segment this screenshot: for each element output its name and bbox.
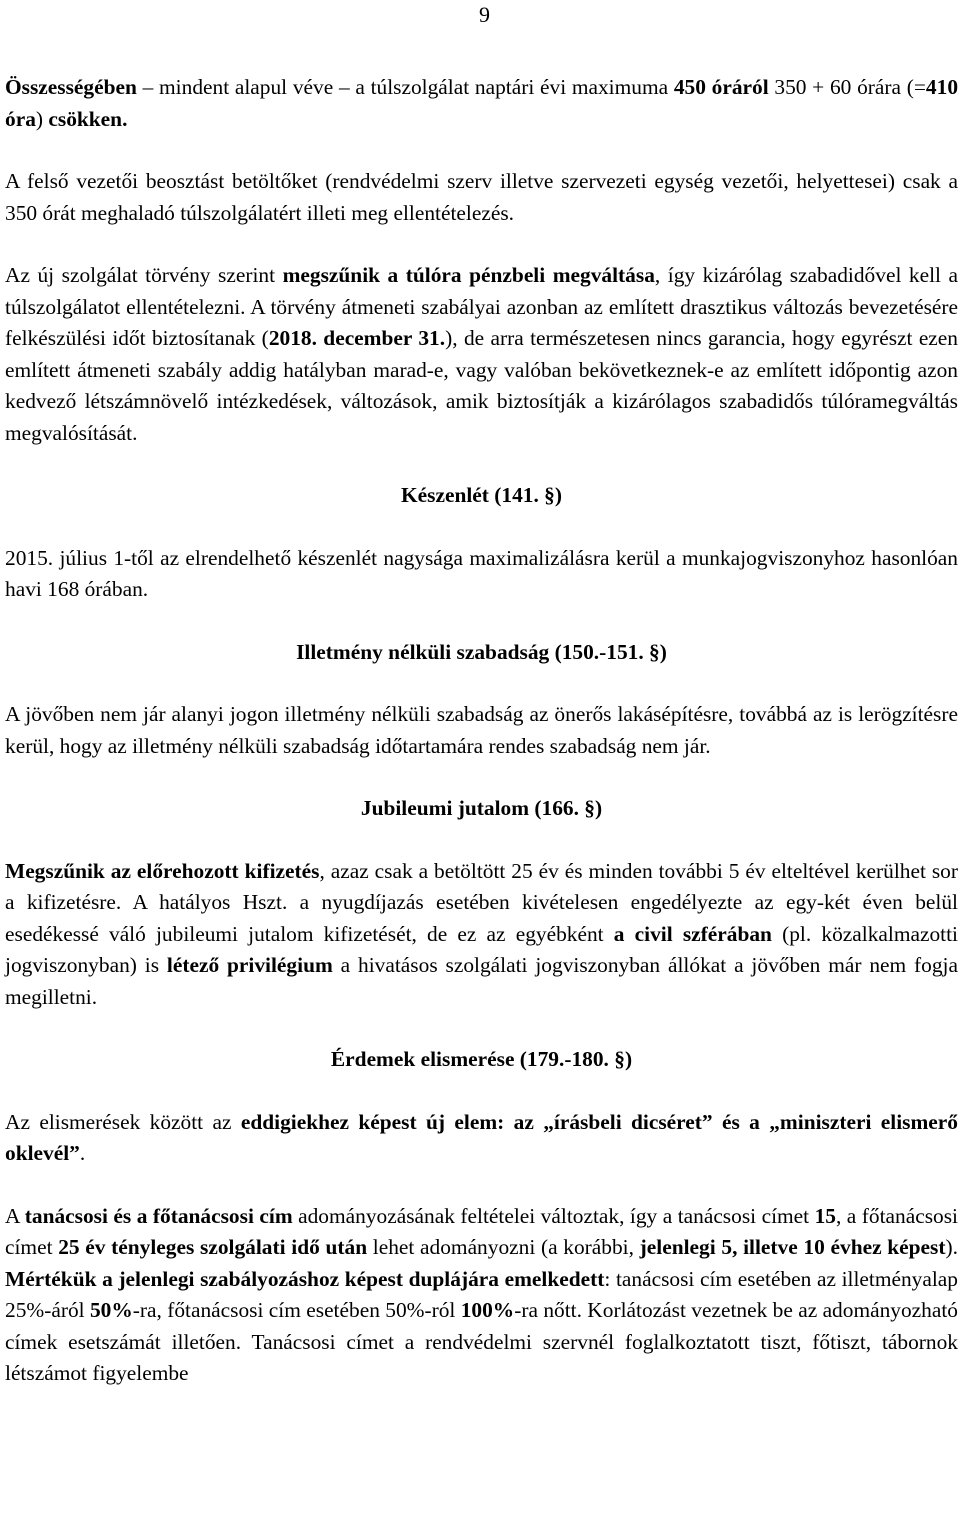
text: : tanácsosi cím esetében az illetményalap 25%-áról (5, 1266, 958, 1322)
text: – mindent alapul véve – a túlszolgálat naptári évi maximuma (136, 75, 674, 99)
bold-text: jelenlegi 5, illetve 10 évhez képest (639, 1235, 946, 1259)
bold-text: 410 óra (5, 75, 959, 131)
text: , azaz csak a betöltött 25 év és minden további 5 év elteltével kerülhet sor a kifizetésre. A hatályos Hszt. a nyugdíjazás esetében kivételesen engedélyezte az egy-két éven belül esedékessé váló jubileumi jutalom kifizetését, de ez az egyébként (5, 858, 958, 946)
text: a hivatásos szolgálati jogviszonyban állókat a jövőben már nem fogja megilletni. (5, 953, 958, 1009)
bold-text: 100% (460, 1298, 515, 1322)
bold-text: megszűnik a túlóra pénzbeli megváltása (282, 263, 655, 287)
bold-text: Összességében (5, 75, 137, 99)
text: A felső vezetői beosztást betöltőket (rendvédelmi szerv illetve szervezeti egység vezetői, helyettesei) csak a 350 órát meghaladó túlszolgálatért illeti meg ellentételezés. (5, 169, 958, 225)
text: adományozásának feltételei változtak, így a tanácsosi címet (292, 1203, 815, 1228)
bold-text: 450 óráról (673, 75, 769, 99)
bold-text: Megszűnik az előrehozott kifizetés (5, 858, 320, 883)
text: (pl. közalkalmazotti jogviszonyban) is (5, 921, 958, 977)
bold-text: létező privilégium (166, 953, 333, 977)
bold-text: csökken. (48, 106, 128, 131)
text: ), de arra természetesen nincs garancia, hogy egyrészt ezen említett átmeneti szabály addig hatályban marad-e, vagy valóban bekövetkeznek-e az említett időpontig azon kedvező létszámnövelő intézkedések, változások, amik biztosítják a kizárólagos szabadidős túlóramegváltás megvalósítását. (5, 326, 958, 445)
section-heading-jubilee: Jubileumi jutalom (166. §) (360, 796, 603, 820)
bold-text: 50% (89, 1298, 133, 1322)
bold-text: eddigiekhez képest új elem: az „írásbeli dicséret” és a „miniszteri elismerő oklevél” (5, 1109, 958, 1165)
bold-text: Mértékük a jelenlegi szabályozáshoz képest duplájára emelkedett (5, 1266, 605, 1291)
text: ). (945, 1235, 958, 1259)
bold-text: a civil szférában (613, 921, 772, 946)
text: ) (35, 106, 49, 131)
paragraph-new-law (5, 260, 958, 449)
bold-text: 25 év tényleges szolgálati idő után (58, 1235, 368, 1259)
text: 350 + 60 órára (= (768, 75, 926, 99)
bold-text: tanácsosi és a főtanácsosi cím (24, 1203, 293, 1228)
paragraph-standby (5, 543, 958, 606)
paragraph-senior-leaders (5, 166, 958, 229)
bold-text: 2018. december 31. (268, 326, 446, 350)
text: A jövőben nem jár alanyi jogon illetmény nélküli szabadság az önerős lakásépítésre, továbbá az is lerögzítésre kerül, hogy az illetmény nélküli szabadság időtartamára rendes szabadság nem jár. (5, 702, 958, 758)
section-heading-standby: Készenlét (141. §) (401, 483, 562, 507)
text: -ra nőtt. Korlátozást vezetnek be az adományozható címek esetszámát illetően. Tanácsosi címet a rendvédelmi szervnél foglalkoztatott tiszt, főtiszt, tábornok létszámot figyelembe (5, 1298, 958, 1385)
text: Az elismerések között az (5, 1109, 241, 1134)
text: . (79, 1141, 86, 1165)
paragraph-merits (5, 1107, 958, 1170)
text: , így kizárólag szabadidővel kell a túlszolgálatot ellentételezni. A törvény átmeneti szabályai azonban az említett drasztikus változás bevezetésére felkészülési időt biztosítanak ( (5, 263, 958, 350)
text: , a főtanácsosi címet (5, 1203, 958, 1259)
text: A (5, 1203, 25, 1228)
paragraph-overtime-summary (5, 72, 958, 135)
section-heading-merits: Érdemek elismerése (179.-180. §) (330, 1047, 633, 1071)
section-heading-unpaid-leave: Illetmény nélküli szabadság (150.-151. §) (296, 639, 667, 664)
bold-text: 15 (814, 1203, 836, 1228)
text: lehet adományozni (a korábbi, (367, 1235, 640, 1259)
page-number: 9 (479, 2, 490, 27)
paragraph-titles (5, 1201, 958, 1390)
text: 2015. július 1-től az elrendelhető készenlét nagysága maximalizálásra kerül a munkajogviszonyhoz hasonlóan havi 168 órában. (5, 545, 958, 601)
text: -ra, főtanácsosi cím esetében 50%-ról (132, 1298, 461, 1322)
paragraph-unpaid-leave (5, 699, 958, 762)
document-body (5, 72, 958, 1421)
paragraph-jubilee (5, 856, 958, 1014)
text: Az új szolgálat törvény szerint (5, 263, 283, 287)
